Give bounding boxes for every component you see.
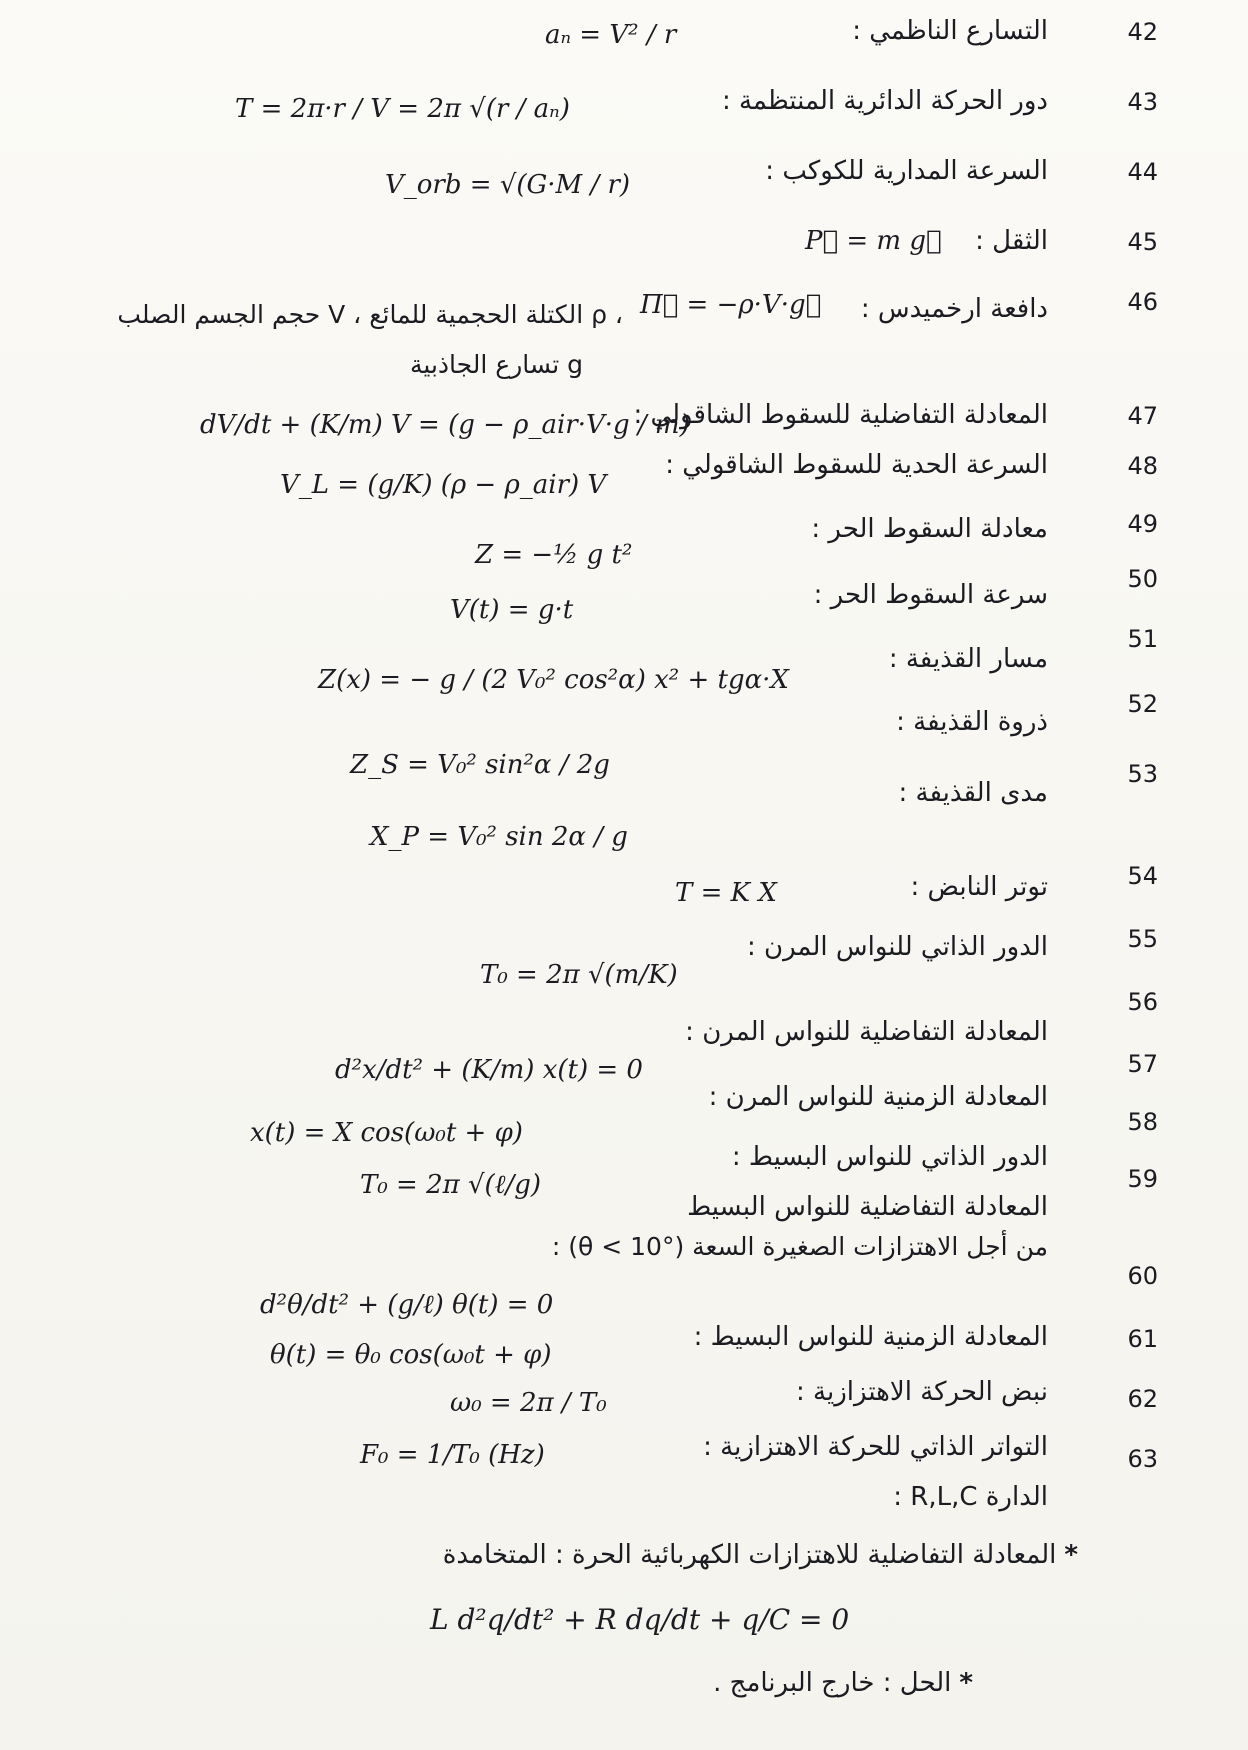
- item-number-45: 45: [1127, 228, 1158, 256]
- rlc-equation-label-text: المعادلة التفاضلية للاهتزازات الكهربائية الحرة : المتخامدة: [442, 1540, 1057, 1570]
- item-number-52: 52: [1127, 690, 1158, 718]
- item-number-47: 47: [1127, 402, 1158, 430]
- item-number-58: 58: [1127, 1108, 1158, 1136]
- item-number-53: 53: [1127, 760, 1158, 788]
- bullet-star-2: *: [959, 1668, 973, 1698]
- item-label-49: معادلة السقوط الحر :: [811, 514, 1048, 544]
- item-label-57: المعادلة الزمنية للنواس المرن :: [708, 1082, 1048, 1112]
- item-number-59: 59: [1127, 1165, 1158, 1193]
- item-formula-56: d²x/dt² + (K/m) x(t) = 0: [335, 1055, 643, 1085]
- item-number-62: 62: [1127, 1385, 1158, 1413]
- item-number-63: 63: [1127, 1445, 1158, 1473]
- item-label-52: ذروة القذيفة :: [896, 707, 1048, 737]
- item-formula-54: T = K X: [675, 878, 777, 908]
- rlc-solution-text: الحل : خارج البرنامج .: [713, 1668, 952, 1698]
- item-label-48: السرعة الحدية للسقوط الشاقولي :: [665, 450, 1048, 480]
- item-number-61: 61: [1127, 1325, 1158, 1353]
- item-formula-49: Z = −½ g t²: [475, 540, 633, 570]
- item-formula-47: dV/dt + (K/m) V = (g − ρ_air·V·g / m): [200, 410, 690, 440]
- item-formula-51: Z(x) = − g / (2 V₀² cos²α) x² + tgα·X: [318, 665, 789, 695]
- item-label-62: التواتر الذاتي للحركة الاهتزازية :: [703, 1432, 1048, 1462]
- rlc-equation-formula: L d²q/dt² + R dq/dt + q/C = 0: [430, 1603, 850, 1636]
- item-formula-46: Π⃗ = −ρ·V·g⃗: [640, 290, 822, 320]
- item-number-49: 49: [1127, 510, 1158, 538]
- item-number-56: 56: [1127, 988, 1158, 1016]
- item-number-51: 51: [1127, 625, 1158, 653]
- item-label-53: مدى القذيفة :: [898, 778, 1048, 808]
- item-label-42: التسارع الناظمي :: [852, 16, 1048, 46]
- item-formula-48: V_L = (g/K) (ρ − ρ_air) V: [280, 470, 607, 500]
- item-number-42: 42: [1127, 18, 1158, 46]
- item-formula-61: ω₀ = 2π / T₀: [450, 1388, 607, 1418]
- item-number-57: 57: [1127, 1050, 1158, 1078]
- item-label-59: المعادلة التفاضلية للنواس البسيط: [687, 1192, 1048, 1222]
- item-label-45: الثقل :: [975, 226, 1048, 256]
- item-label-50: سرعة السقوط الحر :: [813, 580, 1048, 610]
- item-number-46: 46: [1127, 288, 1158, 316]
- item-label-54: توتر النابض :: [910, 872, 1048, 902]
- rlc-equation-label: [443, 1540, 1078, 1570]
- item-number-43: 43: [1127, 88, 1158, 116]
- item-label-44: السرعة المدارية للكوكب :: [765, 156, 1048, 186]
- item-label-61: نبض الحركة الاهتزازية :: [796, 1377, 1048, 1407]
- item-note2-46: g تسارع الجاذبية: [410, 350, 583, 379]
- item-formula-50: V(t) = g·t: [450, 595, 574, 625]
- item-label-46: دافعة ارخميدس :: [860, 294, 1048, 324]
- item-formula-59: d²θ/dt² + (g/ℓ) θ(t) = 0: [260, 1290, 554, 1320]
- item-label-58: الدور الذاتي للنواس البسيط :: [731, 1142, 1048, 1172]
- item-formula-52: Z_S = V₀² sin²α / 2g: [350, 750, 610, 780]
- item-formula-62: F₀ = 1/T₀ (Hz): [360, 1440, 545, 1470]
- item-formula-58: T₀ = 2π √(ℓ/g): [360, 1170, 542, 1200]
- item-label-60: المعادلة الزمنية للنواس البسيط :: [693, 1322, 1048, 1352]
- item-formula-44: V_orb = √(G·M / r): [385, 170, 631, 200]
- item-label-51: مسار القذيفة :: [888, 644, 1048, 674]
- item-label-63: الدارة R,L,C :: [893, 1482, 1048, 1512]
- item-label-56: المعادلة التفاضلية للنواس المرن :: [685, 1017, 1048, 1047]
- item-number-44: 44: [1127, 158, 1158, 186]
- item-formula-55: T₀ = 2π √(m/K): [480, 960, 678, 990]
- item-number-55: 55: [1127, 925, 1158, 953]
- item-number-50: 50: [1127, 565, 1158, 593]
- item-number-48: 48: [1127, 452, 1158, 480]
- bullet-star: *: [1064, 1540, 1078, 1570]
- item-formula-60: θ(t) = θ₀ cos(ω₀t + φ): [270, 1340, 552, 1370]
- item-formula-53: X_P = V₀² sin 2α / g: [370, 822, 628, 852]
- item-number-54: 54: [1127, 862, 1158, 890]
- item-label-43: دور الحركة الدائرية المنتظمة :: [721, 86, 1048, 116]
- item-label-47: المعادلة التفاضلية للسقوط الشاقولي :: [633, 400, 1048, 430]
- item-label-55: الدور الذاتي للنواس المرن :: [746, 932, 1048, 962]
- item-formula-57: x(t) = X cos(ω₀t + φ): [250, 1118, 523, 1148]
- item-formula-43: T = 2π·r / V = 2π √(r / aₙ): [235, 94, 570, 124]
- item-number-60: 60: [1127, 1262, 1158, 1290]
- item-formula-42: aₙ = V² / r: [545, 20, 677, 50]
- item-formula-45: P⃗ = m g⃗: [805, 226, 942, 256]
- item-note-59: من أجل الاهتزازات الصغيرة السعة (θ < 10°) :: [551, 1232, 1048, 1261]
- rlc-solution-label: [713, 1668, 973, 1698]
- item-note-46: ، ρ الكتلة الحجمية للمائع ، V حجم الجسم الصلب: [117, 300, 623, 329]
